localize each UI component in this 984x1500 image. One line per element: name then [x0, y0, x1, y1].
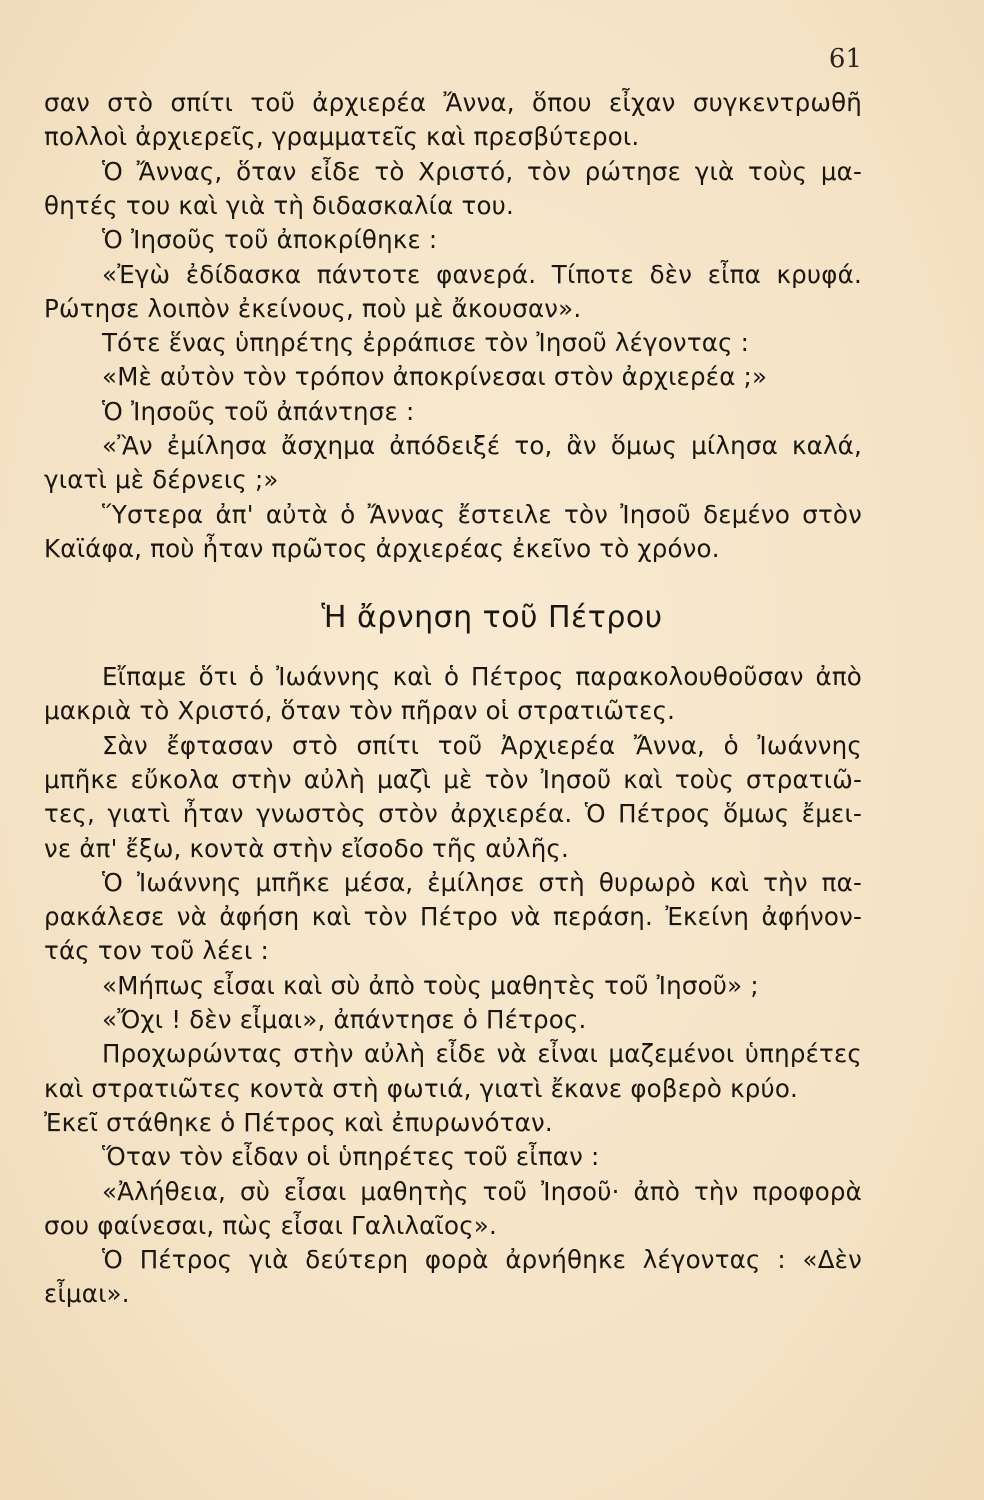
text-line: Ὕστερα ἀπ' αὐτὰ ὁ Ἄννας ἔστειλε τὸν Ἰησοῦ δεμένο στὸν — [102, 499, 862, 529]
page-number: 61 — [828, 44, 862, 74]
text-line: Ὁ Ἰωάννης μπῆκε μέσα, ἐμίλησε στὴ θυρωρὸ καὶ τὴν πα- — [102, 867, 862, 897]
text-line: μακριὰ τὸ Χριστό, ὅταν τὸν πῆραν οἱ στρατιῶτες. — [44, 696, 676, 726]
text-line: «Ἂν ἐμίλησα ἄσχημα ἀπόδειξέ το, ἂν ὅμως μίλησα καλά, — [102, 431, 862, 460]
text-line: Ὁ Ἰησοῦς τοῦ ἀποκρίθηκε : — [102, 225, 438, 255]
text-line: Καϊάφα, ποὺ ἦταν πρῶτος ἀρχιερέας ἐκεῖνο τὸ χρόνο. — [44, 533, 720, 563]
text-line: γιατὶ μὲ δέρνεις ;» — [44, 465, 279, 495]
text-line: εἶμαι». — [44, 1279, 130, 1309]
text-line: Τότε ἕνας ὑπηρέτης ἐρράπισε τὸν Ἰησοῦ λέγοντας : — [102, 328, 750, 358]
text-line: σου φαίνεσαι, πὼς εἶσαι Γαλιλαῖος». — [44, 1210, 497, 1240]
text-line: «Ἀλήθεια, σὺ εἶσαι μαθητὴς τοῦ Ἰησοῦ· ἀπὸ τὴν προφορὰ — [102, 1176, 862, 1206]
text-line: ρακάλεσε νὰ ἀφήση καὶ τὸν Πέτρο νὰ περάση. Ἐκείνη ἀφήνον- — [44, 902, 862, 932]
text-line: τάς τον τοῦ λέει : — [44, 936, 269, 966]
text-line: Σὰν ἔφτασαν στὸ σπίτι τοῦ Ἀρχιερέα Ἄννα, ὁ Ἰωάννης — [102, 730, 862, 760]
text-line: Ὁ Ἄννας, ὅταν εἶδε τὸ Χριστό, τὸν ρώτησε γιὰ τοὺς μα- — [102, 156, 862, 186]
text-line: σαν στὸ σπίτι τοῦ ἀρχιερέα Ἄννα, ὅπου εἶχαν συγκεντρωθῆ — [44, 88, 862, 117]
text-line: Ἐκεῖ στάθηκε ὁ Πέτρος καὶ ἐπυρωνόταν. — [44, 1107, 553, 1137]
text-line: Ρώτησε λοιπὸν ἐκείνους, ποὺ μὲ ἄκουσαν». — [44, 293, 582, 323]
text-line: μπῆκε εὔκολα στὴν αὐλὴ μαζὶ μὲ τὸν Ἰησοῦ καὶ τοὺς στρατιῶ- — [44, 764, 862, 794]
text-line: θητές του καὶ γιὰ τὴ διδασκαλία του. — [44, 190, 515, 220]
text-line: Ὅταν τὸν εἶδαν οἱ ὑπηρέτες τοῦ εἶπαν : — [102, 1142, 600, 1172]
text-line: Ὁ Ἰησοῦς τοῦ ἀπάντησε : — [102, 396, 415, 426]
text-line: «Μήπως εἶσαι καὶ σὺ ἀπὸ τοὺς μαθητὲς τοῦ Ἰησοῦ» ; — [102, 970, 759, 1000]
text-line: Εἴπαμε ὅτι ὁ Ἰωάννης καὶ ὁ Πέτρος παρακολουθοῦσαν ἀπὸ — [102, 662, 862, 691]
section-heading: Ἡ ἄρνηση τοῦ Πέτρου — [321, 600, 663, 635]
text-line: «Ἐγὼ ἐδίδασκα πάντοτε φανερά. Τίποτε δὲν εἶπα κρυφά. — [102, 259, 862, 289]
text-line: Προχωρώντας στὴν αὐλὴ εἶδε νὰ εἶναι μαζεμένοι ὑπηρέτες — [102, 1039, 862, 1069]
text-line: «Μὲ αὐτὸν τὸν τρόπον ἀποκρίνεσαι στὸν ἀρχιερέα ;» — [102, 362, 768, 392]
text-line: «Ὄχι ! δὲν εἶμαι», ἀπάντησε ὁ Πέτρος. — [102, 1005, 587, 1034]
text-line: Ὁ Πέτρος γιὰ δεύτερη φορὰ ἀρνήθηκε λέγοντας : «Δὲν — [102, 1245, 862, 1275]
text-line: τες, γιατὶ ἦταν γνωστὸς στὸν ἀρχιερέα. Ὁ Πέτρος ὅμως ἔμει- — [44, 799, 862, 829]
text-line: καὶ στρατιῶτες κοντὰ στὴ φωτιά, γιατὶ ἔκανε φοβερὸ κρύο. — [44, 1073, 799, 1103]
text-line: πολλοὶ ἀρχιερεῖς, γραμματεῖς καὶ πρεσβύτεροι. — [44, 122, 640, 152]
text-line: νε ἀπ' ἔξω, κοντὰ στὴν εἴσοδο τῆς αὐλῆς. — [44, 833, 570, 863]
